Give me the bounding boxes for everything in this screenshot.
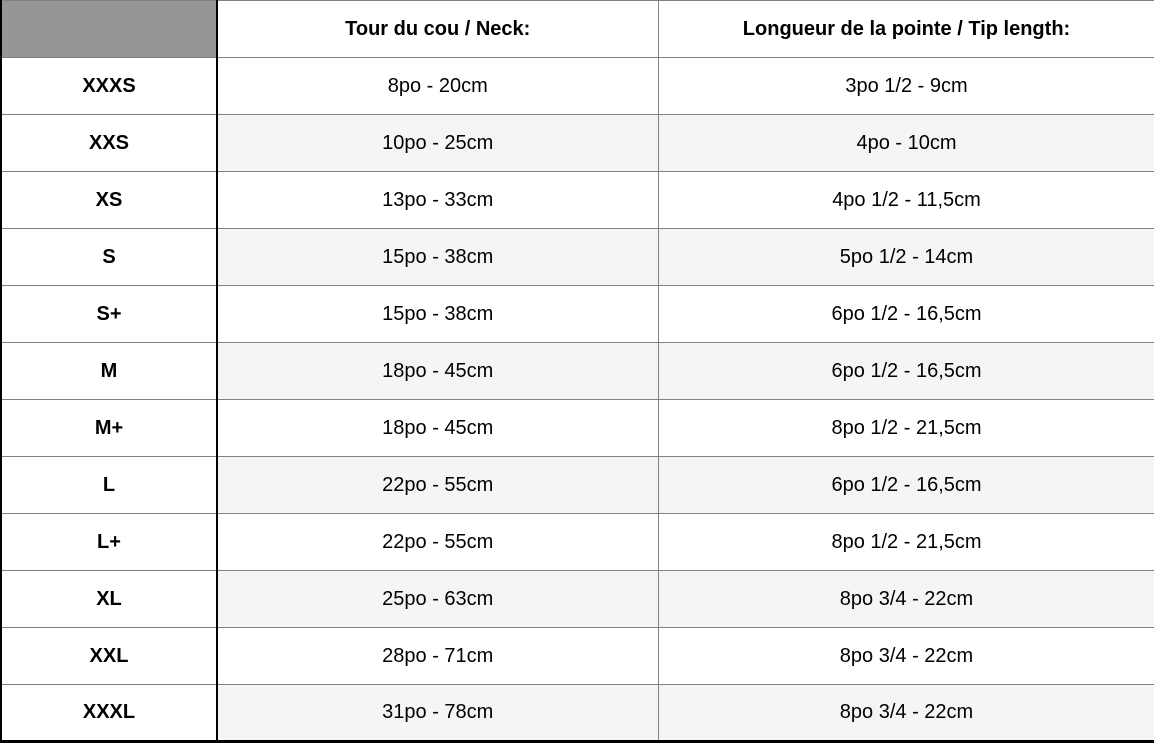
table-body [1, 58, 1154, 742]
tip-length-value: 8po 3/4 - 22cm [658, 685, 1154, 742]
neck-value: 31po - 78cm [217, 685, 658, 742]
table-row [1, 685, 1154, 742]
neck-value: 8po - 20cm [217, 58, 658, 115]
size-label: M [1, 343, 217, 400]
size-label: XXXL [1, 685, 217, 742]
neck-value: 15po - 38cm [217, 286, 658, 343]
neck-value: 22po - 55cm [217, 457, 658, 514]
tip-length-value: 6po 1/2 - 16,5cm [658, 286, 1154, 343]
table-row [1, 115, 1154, 172]
table-row [1, 229, 1154, 286]
header-row [1, 1, 1154, 58]
tip-length-value: 6po 1/2 - 16,5cm [658, 343, 1154, 400]
size-label: S+ [1, 286, 217, 343]
size-label: XXS [1, 115, 217, 172]
table-row [1, 514, 1154, 571]
tip-length-value: 3po 1/2 - 9cm [658, 58, 1154, 115]
neck-value: 22po - 55cm [217, 514, 658, 571]
tip-length-value: 6po 1/2 - 16,5cm [658, 457, 1154, 514]
neck-value: 15po - 38cm [217, 229, 658, 286]
neck-value: 25po - 63cm [217, 571, 658, 628]
tip-length-value: 5po 1/2 - 14cm [658, 229, 1154, 286]
table-row [1, 172, 1154, 229]
size-label: XXXS [1, 58, 217, 115]
tip-length-value: 8po 1/2 - 21,5cm [658, 514, 1154, 571]
table-row [1, 343, 1154, 400]
tip-length-value: 8po 3/4 - 22cm [658, 571, 1154, 628]
size-label: XL [1, 571, 217, 628]
neck-value: 10po - 25cm [217, 115, 658, 172]
table-row [1, 571, 1154, 628]
size-label: XS [1, 172, 217, 229]
table-row [1, 628, 1154, 685]
table-row [1, 400, 1154, 457]
corner-cell [1, 1, 217, 58]
neck-value: 28po - 71cm [217, 628, 658, 685]
size-label: S [1, 229, 217, 286]
column-header-neck: Tour du cou / Neck: [217, 1, 658, 58]
tip-length-value: 4po 1/2 - 11,5cm [658, 172, 1154, 229]
tip-length-value: 8po 1/2 - 21,5cm [658, 400, 1154, 457]
neck-value: 18po - 45cm [217, 343, 658, 400]
tip-length-value: 4po - 10cm [658, 115, 1154, 172]
size-label: M+ [1, 400, 217, 457]
tip-length-value: 8po 3/4 - 22cm [658, 628, 1154, 685]
neck-value: 18po - 45cm [217, 400, 658, 457]
table-row [1, 58, 1154, 115]
size-label: L+ [1, 514, 217, 571]
size-label: XXL [1, 628, 217, 685]
size-label: L [1, 457, 217, 514]
neck-value: 13po - 33cm [217, 172, 658, 229]
table-row [1, 286, 1154, 343]
column-header-tip-length: Longueur de la pointe / Tip length: [658, 1, 1154, 58]
table-row [1, 457, 1154, 514]
